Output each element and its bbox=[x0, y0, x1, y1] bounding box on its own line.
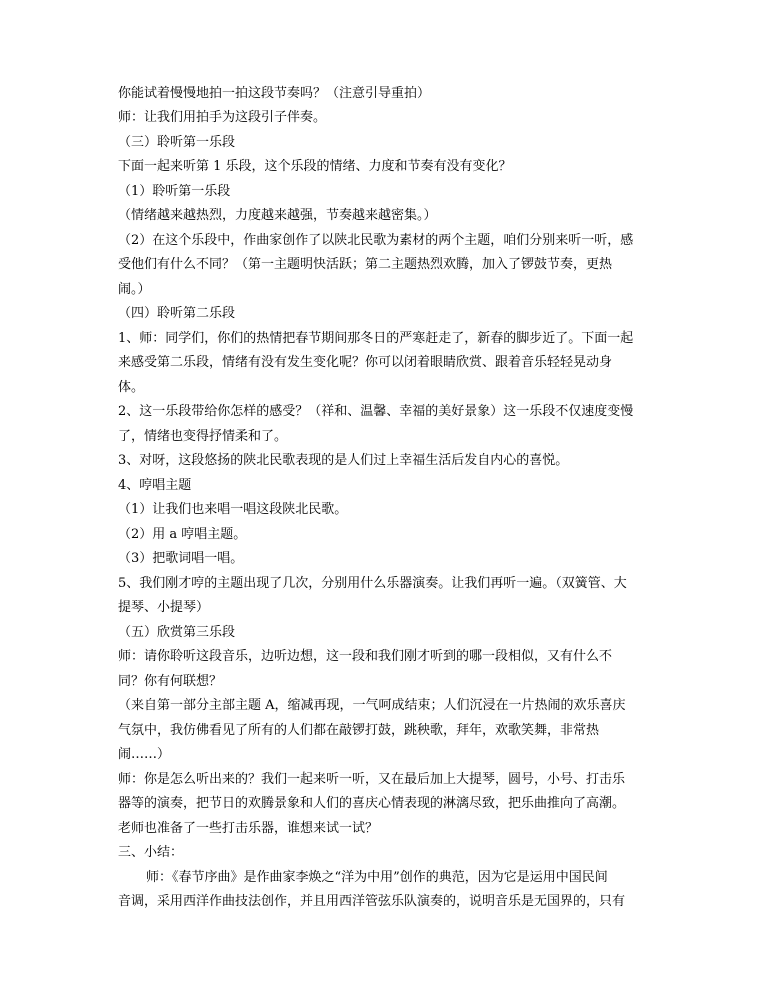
text-line: 器等的演奏，把节日的欢腾景象和人们的喜庆心情表现的淋漓尽致，把乐曲推向了高潮。 bbox=[118, 796, 626, 811]
text-line: 气氛中，我仿佛看见了所有的人们都在敲锣打鼓，跳秧歌，拜年，欢歌笑舞，非常热 bbox=[118, 723, 600, 738]
text-line: 5、我们刚才哼的主题出现了几次，分别用什么乐器演奏。让我们再听一遍。（双簧管、大 bbox=[118, 576, 627, 591]
text-line: 师：让我们用拍手为这段引子伴奏。 bbox=[118, 110, 327, 125]
text-line: 师：你是怎么听出来的？我们一起来听一听，又在最后加上大提琴，圆号，小号、打击乐 bbox=[118, 772, 626, 787]
text-line: （2）在这个乐段中，作曲家创作了以陕北民歌为素材的两个主题，咱们分别来听一听，感 bbox=[118, 233, 634, 248]
text-line: （1）聆听第一乐段 bbox=[118, 184, 231, 199]
text-line: （情绪越来越热烈，力度越来越强，节奏越来越密集。） bbox=[118, 208, 437, 223]
text-line: 1、师：同学们，你们的热情把春节期间那冬日的严寒赶走了，新春的脚步近了。下面一起 bbox=[118, 331, 634, 346]
text-line: 音调，采用西洋作曲技法创作，并且用西洋管弦乐队演奏的，说明音乐是无国界的，只有 bbox=[118, 894, 626, 909]
section-heading: （三）聆听第一乐段 bbox=[118, 135, 236, 150]
text-line: 闹。） bbox=[118, 282, 151, 297]
text-line: （1）让我们也来唱一唱这段陕北民歌。 bbox=[118, 502, 348, 517]
text-line: （3）把歌词唱一唱。 bbox=[118, 551, 244, 566]
text-line: 下面一起来听第 1 乐段，这个乐段的情绪、力度和节奏有没有变化？ bbox=[118, 159, 512, 174]
text-line: 你能试着慢慢地拍一拍这段节奏吗？（注意引导重拍） bbox=[118, 86, 431, 101]
section-heading: 三、小结： bbox=[118, 845, 184, 860]
text-line: 闹……） bbox=[118, 747, 171, 762]
text-line: 老师也准备了一些打击乐器，谁想来试一试？ bbox=[118, 821, 379, 836]
text-line: 同？你有何联想？ bbox=[118, 674, 223, 689]
text-line: 师：请你聆听这段音乐，边听边想，这一段和我们刚才听到的哪一段相似，又有什么不 bbox=[118, 649, 613, 664]
section-heading: （五）欣赏第三乐段 bbox=[118, 625, 236, 640]
text-line: 了，情绪也变得抒情柔和了。 bbox=[118, 429, 288, 444]
text-line: （2）用 a 哼唱主题。 bbox=[118, 527, 247, 542]
text-line: 来感受第二乐段，情绪有没有发生变化呢？你可以闭着眼睛欣赏、跟着音乐轻轻晃动身 bbox=[118, 355, 613, 370]
text-line: 受他们有什么不同？（第一主题明快活跃；第二主题热烈欢腾，加入了锣鼓节奏，更热 bbox=[118, 257, 613, 272]
text-line: （来自第一部分主部主题 A，缩减再现，一气呵成结束；人们沉浸在一片热闹的欢乐喜庆 bbox=[118, 698, 626, 713]
text-line: 师：《春节序曲》是作曲家李焕之“洋为中用”创作的典范，因为它是运用中国民间 bbox=[146, 870, 608, 885]
text-line: 提琴、小提琴） bbox=[118, 600, 210, 615]
section-heading: （四）聆听第二乐段 bbox=[118, 306, 236, 321]
text-line: 2、这一乐段带给你怎样的感受？（祥和、温馨、幸福的美好景象）这一乐段不仅速度变慢 bbox=[118, 404, 634, 419]
text-line: 3、对呀，这段悠扬的陕北民歌表现的是人们过上幸福生活后发自内心的喜悦。 bbox=[118, 453, 569, 468]
text-line: 体。 bbox=[118, 380, 145, 395]
text-line: 4、哼唱主题 bbox=[118, 478, 192, 493]
